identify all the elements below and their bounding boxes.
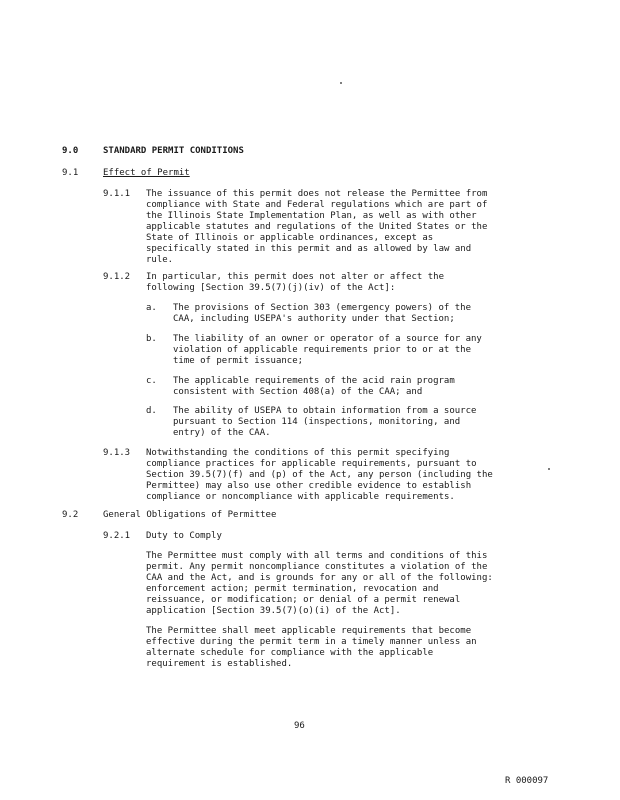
paragraph-line: State of Illinois or applicable ordinances, except as — [146, 233, 434, 243]
subsection-title: Effect of Permit — [103, 168, 190, 178]
paragraph-line: applicable statutes and regulations of the United States or the — [146, 222, 488, 232]
scan-speck — [548, 468, 550, 470]
list-item-letter: d. — [146, 406, 157, 416]
section-number: 9.0 — [62, 146, 79, 156]
paragraph-line: compliance or noncompliance with applicable requirements. — [146, 492, 455, 502]
paragraph-line: alternate schedule for compliance with the applicable — [146, 648, 434, 658]
list-item-line: pursuant to Section 114 (inspections, monitoring, and — [173, 417, 461, 427]
paragraph-line: The issuance of this permit does not release the Permittee from — [146, 189, 488, 199]
paragraph-line: In particular, this permit does not alter or affect the — [146, 272, 445, 282]
paragraph-line: compliance with State and Federal regulations which are part of — [146, 200, 488, 210]
paragraph-line: effective during the permit term in a timely manner unless an — [146, 637, 477, 647]
page-number: 96 — [294, 721, 305, 731]
paragraph-number: 9.2.1 — [103, 531, 131, 541]
list-item-line: entry) of the CAA. — [173, 428, 271, 438]
section-title: STANDARD PERMIT CONDITIONS — [103, 146, 244, 156]
list-item-line: time of permit issuance; — [173, 356, 304, 366]
paragraph-number: 9.1.2 — [103, 272, 131, 282]
paragraph-line: Section 39.5(7)(f) and (p) of the Act, any person (including the — [146, 470, 493, 480]
paragraph-line: requirement is established. — [146, 659, 293, 669]
paragraph-number: 9.1.3 — [103, 448, 131, 458]
subsection-number: 9.2 — [62, 510, 79, 520]
paragraph-line: application [Section 39.5(7)(o)(i) of the Act]. — [146, 606, 401, 616]
paragraph-line: permit. Any permit noncompliance constitutes a violation of the — [146, 562, 488, 572]
paragraph-line: following [Section 39.5(7)(j)(iv) of the Act]: — [146, 283, 396, 293]
paragraph-line: compliance practices for applicable requirements, pursuant to — [146, 459, 477, 469]
scan-speck — [340, 82, 342, 84]
paragraph-line: CAA and the Act, and is grounds for any or all of the following: — [146, 573, 493, 583]
paragraph-number: 9.1.1 — [103, 189, 131, 199]
bates-number: R 000097 — [505, 776, 549, 786]
list-item-letter: c. — [146, 376, 157, 386]
list-item-line: violation of applicable requirements prior to or at the — [173, 345, 472, 355]
list-item-line: The applicable requirements of the acid rain program — [173, 376, 455, 386]
list-item-line: CAA, including USEPA's authority under that Section; — [173, 314, 455, 324]
paragraph-line: specifically stated in this permit and as allowed by law and — [146, 244, 472, 254]
paragraph-line: enforcement action; permit termination, revocation and — [146, 584, 439, 594]
subsection-title: General Obligations of Permittee — [103, 510, 277, 520]
list-item-line: The provisions of Section 303 (emergency powers) of the — [173, 303, 472, 313]
paragraph-line: The Permittee must comply with all terms and conditions of this — [146, 551, 488, 561]
list-item-line: consistent with Section 408(a) of the CAA; and — [173, 387, 423, 397]
paragraph-line: the Illinois State Implementation Plan, as well as with other — [146, 211, 477, 221]
list-item-letter: a. — [146, 303, 157, 313]
list-item-line: The ability of USEPA to obtain information from a source — [173, 406, 477, 416]
list-item-line: The liability of an owner or operator of a source for any — [173, 334, 482, 344]
paragraph-line: The Permittee shall meet applicable requirements that become — [146, 626, 472, 636]
paragraph-line: reissuance, or modification; or denial of a permit renewal — [146, 595, 461, 605]
list-item-letter: b. — [146, 334, 157, 344]
paragraph-line: Notwithstanding the conditions of this permit specifying — [146, 448, 450, 458]
paragraph-line: rule. — [146, 255, 174, 265]
paragraph-line: Permittee) may also use other credible evidence to establish — [146, 481, 472, 491]
paragraph-title: Duty to Comply — [146, 531, 222, 541]
subsection-number: 9.1 — [62, 168, 79, 178]
